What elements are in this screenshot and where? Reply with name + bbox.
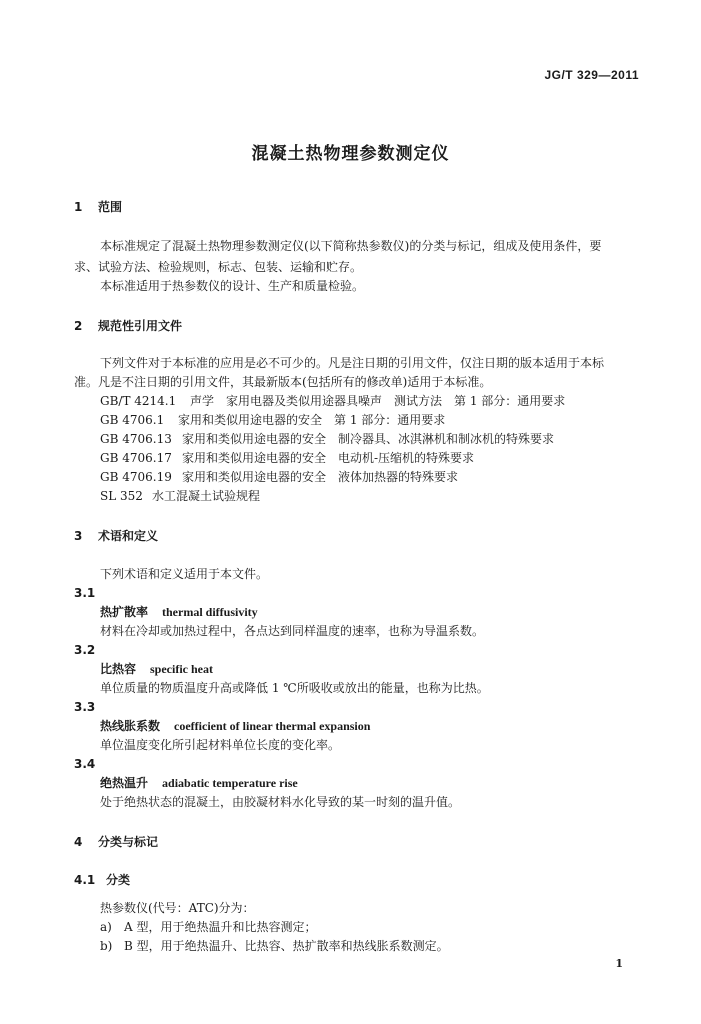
reference-code: GB/T 4214.1 xyxy=(100,394,177,408)
term-number: 3.2 xyxy=(74,643,96,657)
reference-item xyxy=(100,450,474,466)
section-4-heading xyxy=(74,834,158,850)
term-number: 3.4 xyxy=(74,757,96,771)
reference-code: GB 4706.1 xyxy=(100,413,165,427)
term-name xyxy=(100,775,298,791)
term-name xyxy=(100,661,213,677)
paragraph-line: 本标准适用于热参数仪的设计、生产和质量检验。 xyxy=(100,279,365,293)
paragraph-line: 求、试验方法、检验规则，标志、包装、运输和贮存。 xyxy=(74,260,363,274)
page-number: 1 xyxy=(615,957,623,970)
term-chinese: 热扩散率 xyxy=(100,605,149,619)
term-english: specific heat xyxy=(150,662,213,676)
term-chinese: 比热容 xyxy=(100,662,137,676)
term-english: adiabatic temperature rise xyxy=(162,776,298,790)
paragraph-line: 下列术语和定义适用于本文件。 xyxy=(100,567,269,581)
section-title: 范围 xyxy=(98,200,123,214)
term-definition: 单位质量的物质温度升高或降低 1 ℃所吸收或放出的能量，也称为比热。 xyxy=(100,681,489,695)
reference-title: 声学 家用电器及类似用途器具噪声 测试方法 第 1 部分：通用要求 xyxy=(190,394,566,408)
paragraph-line: 下列文件对于本标准的应用是必不可少的。凡是注日期的引用文件，仅注日期的版本适用于本标 xyxy=(100,356,605,370)
reference-title: 水工混凝土试验规程 xyxy=(152,489,261,503)
term-english: coefficient of linear thermal expansion xyxy=(174,719,371,733)
reference-title: 家用和类似用途电器的安全 电动机-压缩机的特殊要求 xyxy=(182,451,475,465)
list-label: a) xyxy=(100,920,112,934)
section-title: 分类与标记 xyxy=(98,835,159,849)
term-chinese: 绝热温升 xyxy=(100,776,149,790)
reference-item xyxy=(100,431,554,447)
reference-item xyxy=(100,393,565,409)
subsection-title: 分类 xyxy=(106,873,131,887)
reference-item xyxy=(100,469,458,485)
paragraph-line: 本标准规定了混凝土热物理参数测定仪(以下简称热参数仪)的分类与标记，组成及使用条件，要 xyxy=(100,239,602,253)
term-definition: 处于绝热状态的混凝土，由胶凝材料水化导致的某一时刻的温升值。 xyxy=(100,795,461,809)
section-number: 1 xyxy=(74,200,83,214)
paragraph-line: 热参数仪(代号：ATC)分为： xyxy=(100,901,255,915)
list-item xyxy=(100,919,316,935)
list-text: A 型，用于绝热温升和比热容测定； xyxy=(124,920,317,934)
section-number: 2 xyxy=(74,319,83,333)
term-name xyxy=(100,604,258,620)
paragraph-line: 准。凡是不注日期的引用文件，其最新版本(包括所有的修改单)适用于本标准。 xyxy=(74,375,492,389)
term-definition: 单位温度变化所引起材料单位长度的变化率。 xyxy=(100,738,341,752)
section-1-heading xyxy=(74,199,122,215)
reference-title: 家用和类似用途电器的安全 液体加热器的特殊要求 xyxy=(182,470,459,484)
reference-code: GB 4706.17 xyxy=(100,451,172,465)
list-text: B 型，用于绝热温升、比热容、热扩散率和热线胀系数测定。 xyxy=(124,939,449,953)
subsection-4-1-heading xyxy=(74,872,130,888)
term-name xyxy=(100,718,370,734)
list-item xyxy=(100,938,449,954)
standard-code: JG/T 329—2011 xyxy=(544,68,639,82)
section-title: 规范性引用文件 xyxy=(98,319,183,333)
subsection-number: 4.1 xyxy=(74,873,96,887)
term-number: 3.3 xyxy=(74,700,96,714)
term-english: thermal diffusivity xyxy=(162,605,258,619)
reference-item xyxy=(100,488,260,504)
reference-code: SL 352 xyxy=(100,489,143,503)
reference-code: GB 4706.19 xyxy=(100,470,172,484)
reference-code: GB 4706.13 xyxy=(100,432,172,446)
section-number: 4 xyxy=(74,835,83,849)
section-number: 3 xyxy=(74,529,83,543)
section-3-heading xyxy=(74,528,158,544)
term-number: 3.1 xyxy=(74,586,96,600)
term-chinese: 热线胀系数 xyxy=(100,719,161,733)
list-label: b) xyxy=(100,939,113,953)
reference-title: 家用和类似用途电器的安全 第 1 部分：通用要求 xyxy=(178,413,446,427)
section-title: 术语和定义 xyxy=(98,529,159,543)
reference-item xyxy=(100,412,445,428)
reference-title: 家用和类似用途电器的安全 制冷器具、冰淇淋机和制冰机的特殊要求 xyxy=(182,432,555,446)
section-2-heading xyxy=(74,318,182,334)
term-definition: 材料在冷却或加热过程中，各点达到同样温度的速率，也称为导温系数。 xyxy=(100,624,485,638)
document-title: 混凝土热物理参数测定仪 xyxy=(251,144,450,164)
